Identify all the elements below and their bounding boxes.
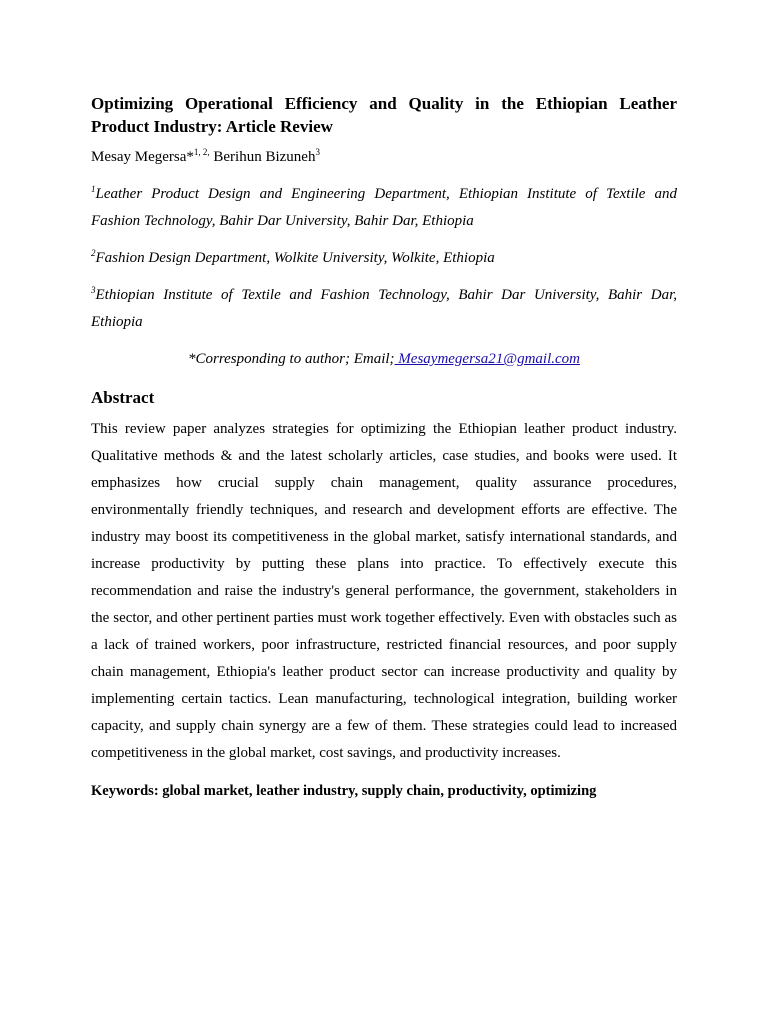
- affiliation-text: Leather Product Design and Engineering Department, Ethiopian Institute of Textile and: [95, 186, 677, 202]
- abstract-line: the sector, and other pertinent parties must work together effectively. Even with obstacles such as: [91, 610, 677, 626]
- author-name: Mesay Megersa*: [91, 149, 194, 165]
- abstract-line: emphasizes how crucial supply chain management, quality assurance procedures,: [91, 475, 677, 491]
- abstract-body: [91, 416, 677, 767]
- abstract-line: capacity, and supply chain synergy are a few of them. These strategies could lead to increased: [91, 718, 677, 734]
- abstract-line: industry may boost its competitiveness in the global market, satisfy international standards, and: [91, 529, 677, 545]
- abstract-line: chain management, Ethiopia's leather product sector can increase productivity and quality by: [91, 664, 677, 680]
- abstract-line: a lack of trained workers, poor infrastructure, restricted financial resources, and poor supply: [91, 637, 677, 653]
- corresponding-author: [91, 346, 677, 373]
- abstract-line: Qualitative methods & and the latest scholarly articles, case studies, and books were used. It: [91, 448, 677, 464]
- affiliation-2: [91, 245, 677, 272]
- abstract-line: environmentally friendly techniques, and research and development efforts are effective. The: [91, 502, 677, 518]
- paper-title: [91, 92, 677, 138]
- affiliation-line: [91, 181, 677, 208]
- affiliation-line: [91, 245, 677, 272]
- affiliation-text: Fashion Design Department, Wolkite University, Wolkite, Ethiopia: [95, 250, 495, 266]
- affiliation-text: Ethiopian Institute of Textile and Fashion Technology, Bahir Dar University, Bahir Dar,: [95, 287, 677, 303]
- affiliation-marker: 3: [91, 285, 96, 295]
- affiliation-marker: 2: [91, 248, 96, 258]
- affiliation-3: [91, 282, 677, 336]
- email-link[interactable]: Mesaymegersa21@gmail.com: [394, 351, 580, 367]
- affiliation-marker: 1: [91, 184, 96, 194]
- affiliation-1: [91, 181, 677, 235]
- author-name: Berihun Bizuneh: [209, 149, 316, 165]
- affiliation-line: Ethiopia: [91, 314, 143, 330]
- corresponding-label: *Corresponding to author; Email;: [188, 351, 395, 367]
- abstract-line: recommendation and raise the industry's general performance, the government, stakeholders in: [91, 583, 677, 599]
- abstract-line: competitiveness in the global market, cost savings, and productivity increases.: [91, 745, 561, 761]
- title-line-2: Product Industry: Article Review: [91, 117, 333, 136]
- abstract-line: This review paper analyzes strategies for optimizing the Ethiopian leather product industry.: [91, 421, 677, 437]
- affiliation-line: [91, 282, 677, 309]
- abstract-line: increase productivity by putting these plans into practice. To effectively execute this: [91, 556, 677, 572]
- affiliation-line: Fashion Technology, Bahir Dar University, Bahir Dar, Ethiopia: [91, 213, 474, 229]
- abstract-heading: Abstract: [91, 388, 155, 407]
- abstract-line: implementing certain tactics. Lean manufacturing, technological integration, building worker: [91, 691, 677, 707]
- author-affiliation-marker: 3: [315, 147, 320, 157]
- author-affiliation-marker: 1, 2,: [193, 147, 210, 157]
- title-line-1: Optimizing Operational Efficiency and Quality in the Ethiopian Leather: [91, 94, 677, 113]
- keywords: Keywords: global market, leather industry, supply chain, productivity, optimizing: [91, 783, 597, 799]
- author-list: [91, 146, 677, 168]
